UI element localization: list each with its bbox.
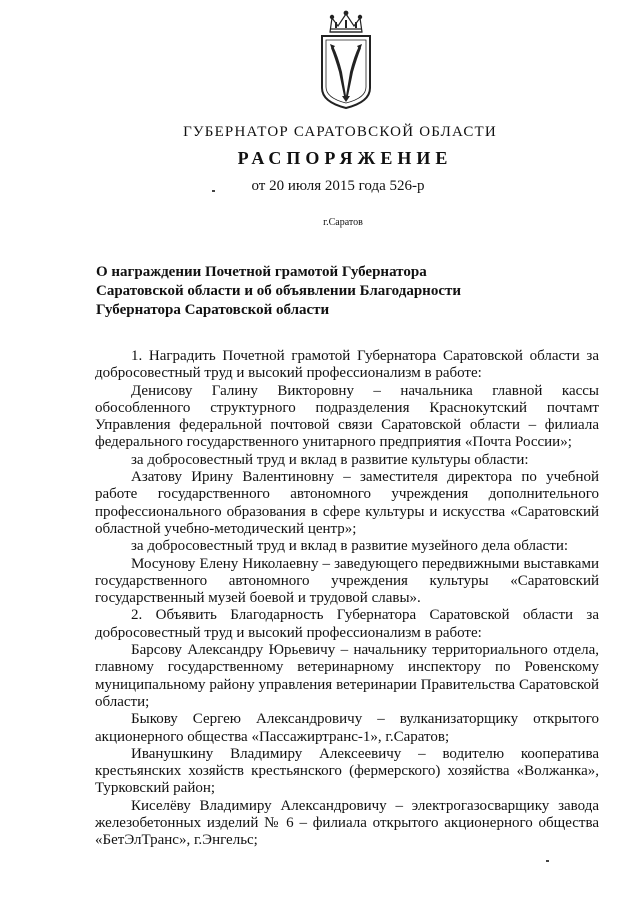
subject-line: Саратовской области и об объявлении Благодарности: [96, 283, 461, 299]
document-body: [95, 348, 599, 850]
document-type: РАСПОРЯЖЕНИЕ: [237, 148, 453, 168]
document-city: г.Саратов: [323, 217, 363, 228]
paragraph: Азатову Ирину Валентиновну – заместителя директора по учебной работе государственного автономного учреждения дополнительного профессионального образования в сфере культуры и искусства «Саратовский областной учебно-методический центр»;: [95, 469, 599, 537]
paragraph: 2. Объявить Благодарность Губернатора Саратовской области за добросовестный труд и высокий профессионализм в работе:: [95, 607, 599, 641]
saratov-coat-of-arms-icon: [318, 10, 374, 110]
scan-speck: [212, 190, 215, 192]
subject-line: Губернатора Саратовской области: [96, 302, 330, 318]
paragraph: Быкову Сергею Александровичу – вулканизаторщику открытого акционерного общества «Пассажиртранс-1», г.Саратов;: [95, 711, 599, 745]
paragraph: за добросовестный труд и вклад в развитие культуры области:: [131, 451, 529, 468]
issuer-title: ГУБЕРНАТОР САРАТОВСКОЙ ОБЛАСТИ: [183, 124, 497, 140]
paragraph: Киселёву Владимиру Александровичу – электрогазосварщику завода железобетонных изделий № 6 – филиала открытого акционерного общества «БетЭлТранс», г.Энгельс;: [95, 797, 599, 849]
paragraph: Барсову Александру Юрьевичу – начальнику территориального отдела, главному государственному ветеринарному инспектору по Ровенскому муниципальному району управления ветеринарии Правительства Саратовской области;: [95, 642, 599, 710]
subject-line: О награждении Почетной грамотой Губернатора: [96, 264, 427, 280]
document-subject: [96, 263, 496, 320]
paragraph: Иванушкину Владимиру Алексеевичу – водителю кооператива крестьянских хозяйств крестьянского (фермерского) хозяйства «Волжанка», Турковский район;: [95, 745, 599, 797]
paragraph: Мосунову Елену Николаевну – заведующего передвижными выставками государственного автономного учреждения культуры «Саратовский государственный музей боевой и трудовой славы».: [95, 555, 599, 607]
paragraph: 1. Наградить Почетной грамотой Губернатора Саратовской области за добросовестный труд и высокий профессионализм в работе:: [95, 348, 599, 382]
paragraph: за добросовестный труд и вклад в развитие музейного дела области:: [131, 538, 569, 555]
paragraph: Денисову Галину Викторовну – начальника главной кассы обособленного структурного подразделения Краснокутский почтамт Управления федеральной почтовой связи Саратовской области – филиала федерального государственного унитарного предприятия «Почта России»;: [95, 382, 599, 451]
scan-speck: [546, 860, 549, 862]
document-date: от 20 июля 2015 года 526-р: [251, 178, 425, 194]
